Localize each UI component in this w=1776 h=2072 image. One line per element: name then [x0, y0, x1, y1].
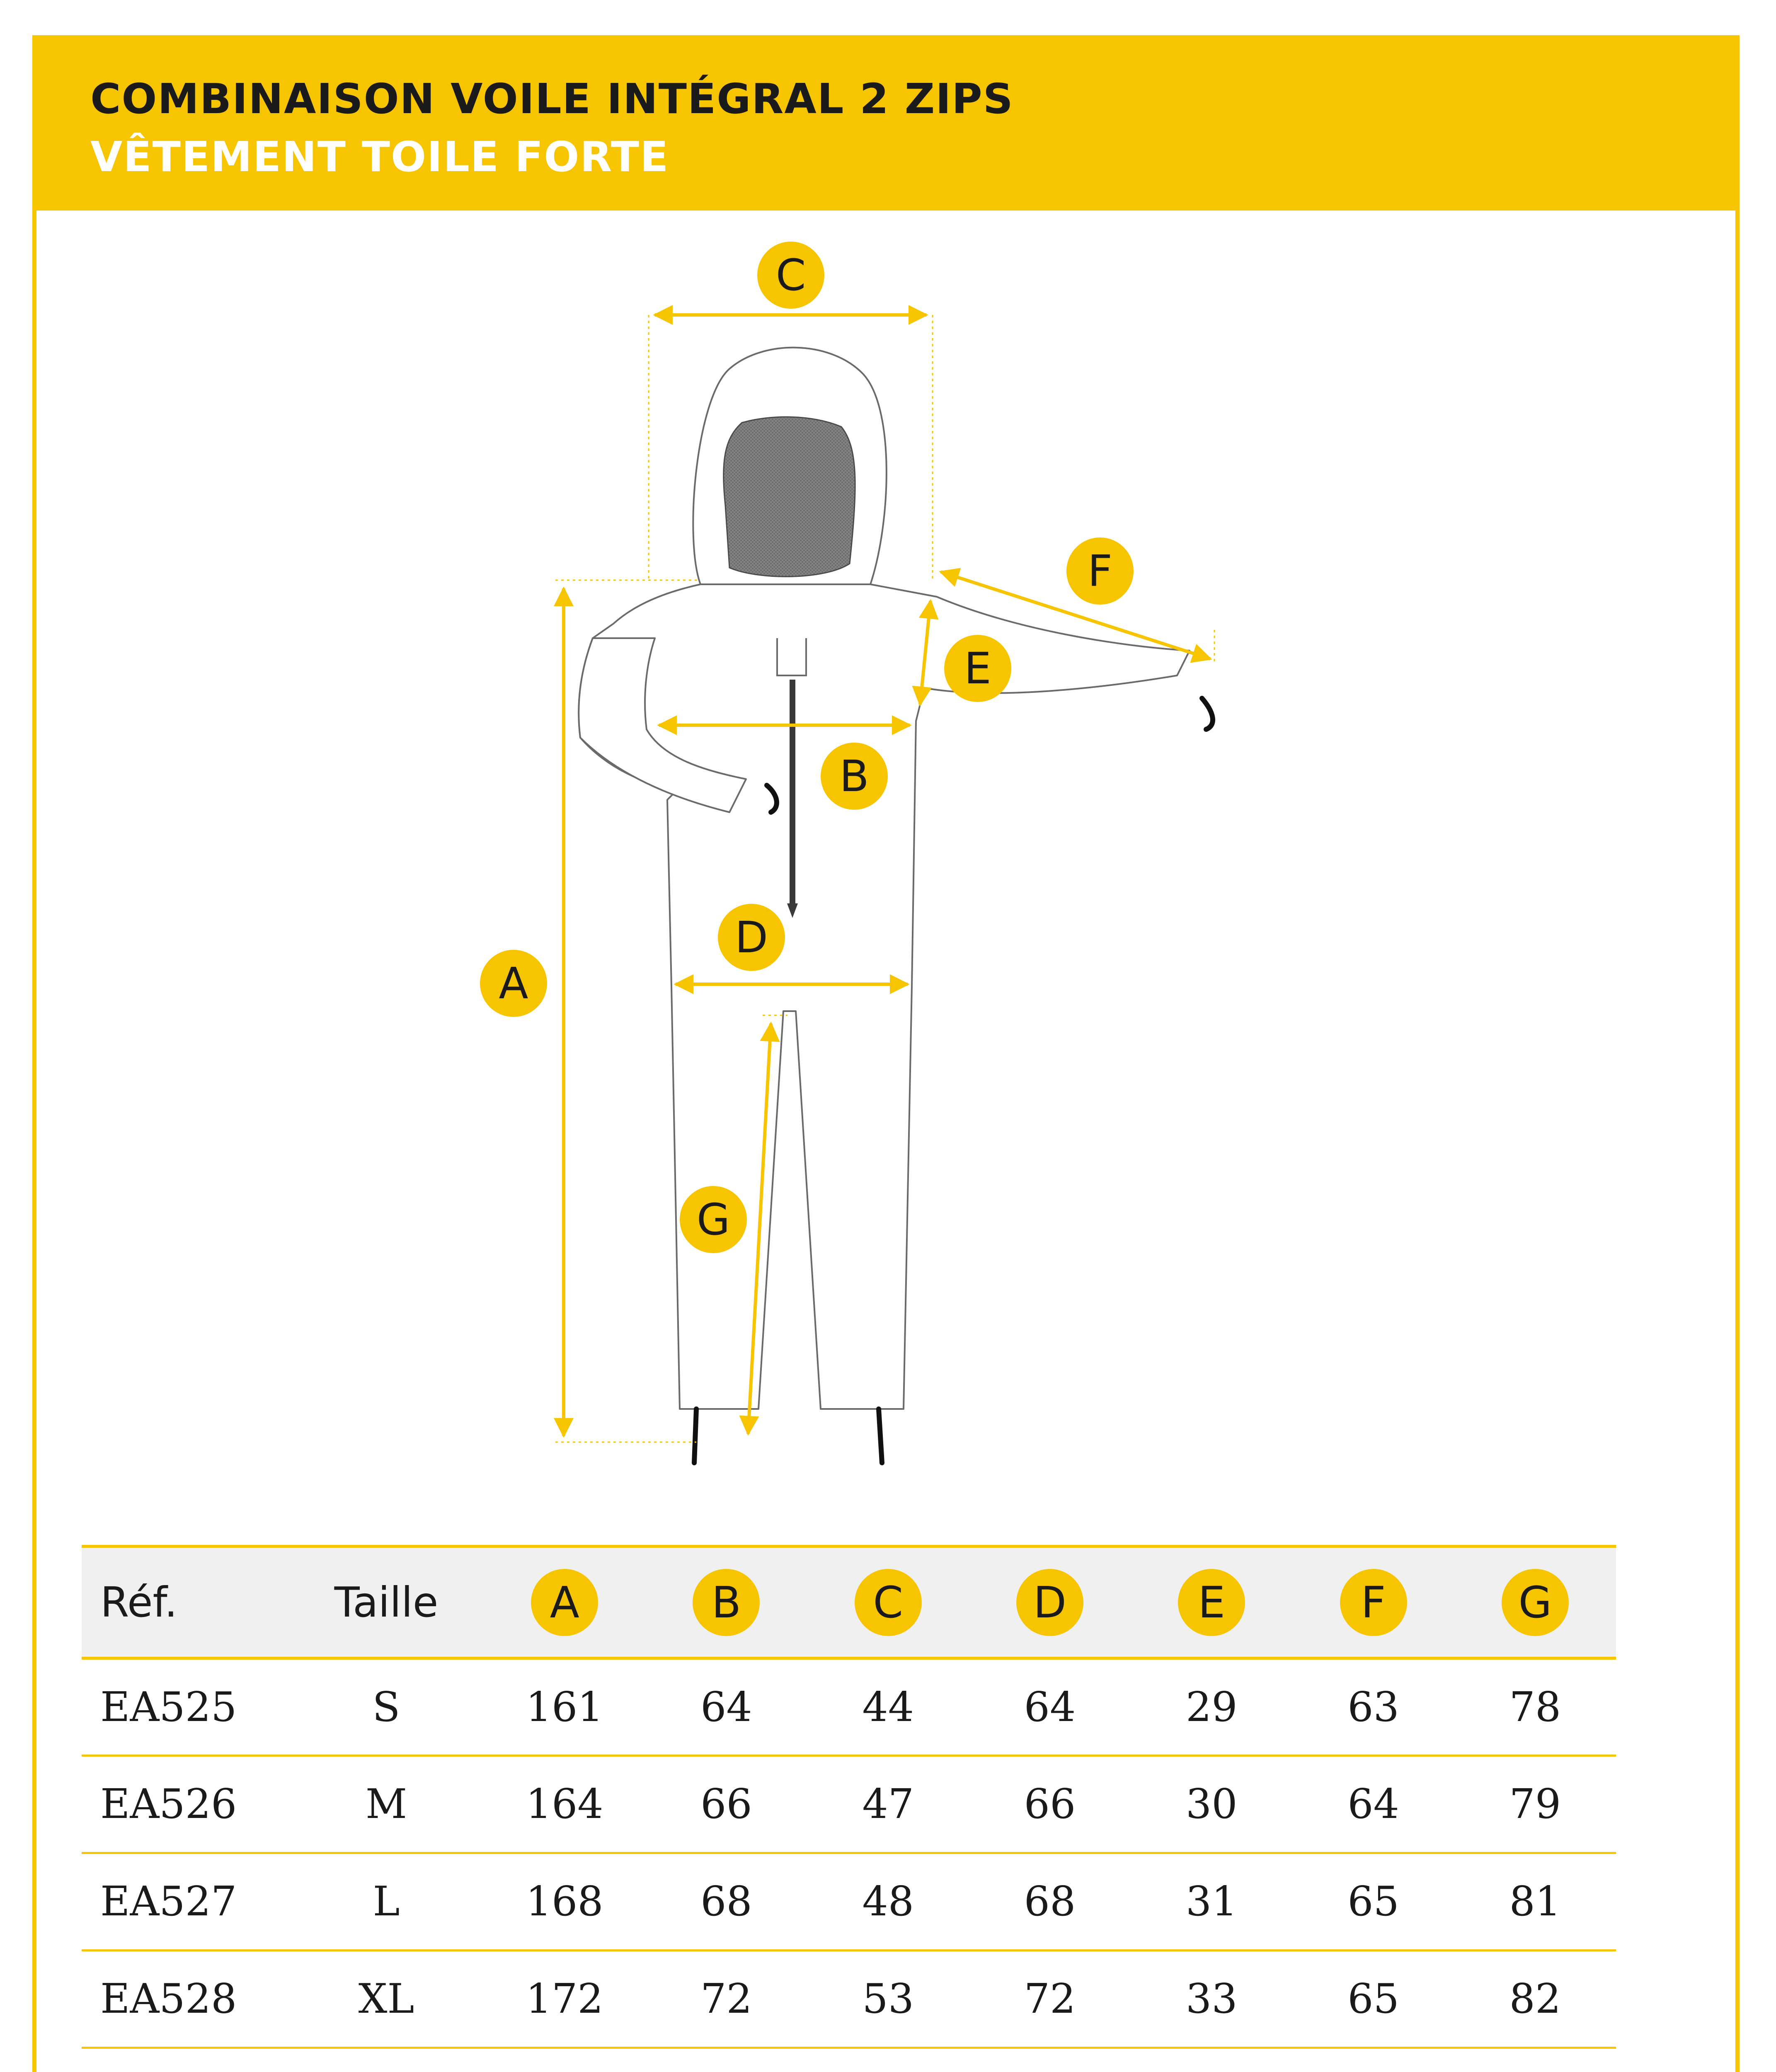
cell-c: 47 [862, 1781, 914, 1828]
cell-e: 31 [1185, 1878, 1238, 1925]
cell-g: 82 [1509, 1975, 1561, 2023]
badge-d: D [718, 904, 785, 971]
veil-visor-icon [724, 417, 855, 576]
right-foot-loop-icon [879, 1409, 882, 1463]
cell-ref: EA525 [100, 1683, 237, 1731]
badge-e: E [944, 635, 1011, 702]
table-row [82, 1756, 1616, 1853]
cell-g: 81 [1509, 1878, 1561, 1925]
table-row [82, 1951, 1616, 2048]
cell-b: 72 [700, 1975, 752, 2023]
cell-g: 79 [1509, 1781, 1561, 1828]
cell-ref: EA528 [100, 1975, 237, 2023]
right-thumb-loop-icon [1202, 698, 1213, 729]
cell-d: 66 [1024, 1781, 1076, 1828]
badge-f: F [1066, 537, 1134, 605]
cell-ref: EA526 [100, 1781, 237, 1828]
header-f: F [1340, 1569, 1407, 1636]
zipper-icon [790, 680, 795, 903]
cell-f: 65 [1347, 1975, 1399, 2023]
cell-c: 48 [862, 1878, 914, 1925]
cell-b: 68 [700, 1878, 752, 1925]
header-c: C [855, 1569, 922, 1636]
table-row [82, 1658, 1616, 1756]
cell-a: 161 [526, 1683, 603, 1731]
cell-ref: EA527 [100, 1878, 237, 1925]
cell-f: 65 [1347, 1878, 1399, 1925]
header-g: G [1502, 1569, 1569, 1636]
header-d: D [1016, 1569, 1083, 1636]
cell-taille: L [373, 1878, 400, 1925]
cell-taille: M [365, 1781, 407, 1828]
badge-b: B [821, 743, 888, 810]
cell-b: 64 [700, 1683, 752, 1731]
coverall-outline [579, 348, 1190, 1409]
badge-c: C [757, 242, 824, 309]
cell-a: 168 [526, 1878, 603, 1925]
cell-f: 64 [1347, 1781, 1399, 1828]
cell-d: 68 [1024, 1878, 1076, 1925]
cell-c: 53 [862, 1975, 914, 2023]
page-title: COMBINAISON VOILE INTÉGRAL 2 ZIPS [90, 75, 1014, 123]
size-table [82, 1545, 1616, 2049]
table-row [82, 1853, 1616, 1951]
badge-a: A [480, 950, 547, 1017]
coverall-body [579, 584, 1190, 1409]
cell-e: 33 [1185, 1975, 1238, 2023]
cell-a: 172 [526, 1975, 603, 2023]
table-header-row [82, 1547, 1616, 1658]
header-b: B [693, 1569, 760, 1636]
cell-d: 64 [1024, 1683, 1076, 1731]
header-ref: Réf. [100, 1578, 178, 1627]
header-a: A [531, 1569, 598, 1636]
cell-taille: XL [358, 1975, 414, 2023]
header-taille: Taille [334, 1578, 439, 1627]
cell-c: 44 [862, 1683, 914, 1731]
badge-g: G [680, 1186, 747, 1253]
cell-taille: S [372, 1683, 400, 1731]
cell-e: 29 [1185, 1683, 1238, 1731]
cell-e: 30 [1185, 1781, 1238, 1828]
cell-a: 164 [526, 1781, 603, 1828]
cell-f: 63 [1347, 1683, 1399, 1731]
cell-g: 78 [1509, 1683, 1561, 1731]
header-e: E [1178, 1569, 1245, 1636]
cell-b: 66 [700, 1781, 752, 1828]
cell-d: 72 [1024, 1975, 1076, 2023]
page-subtitle: VÊTEMENT TOILE FORTE [90, 133, 669, 181]
left-foot-loop-icon [694, 1409, 696, 1463]
